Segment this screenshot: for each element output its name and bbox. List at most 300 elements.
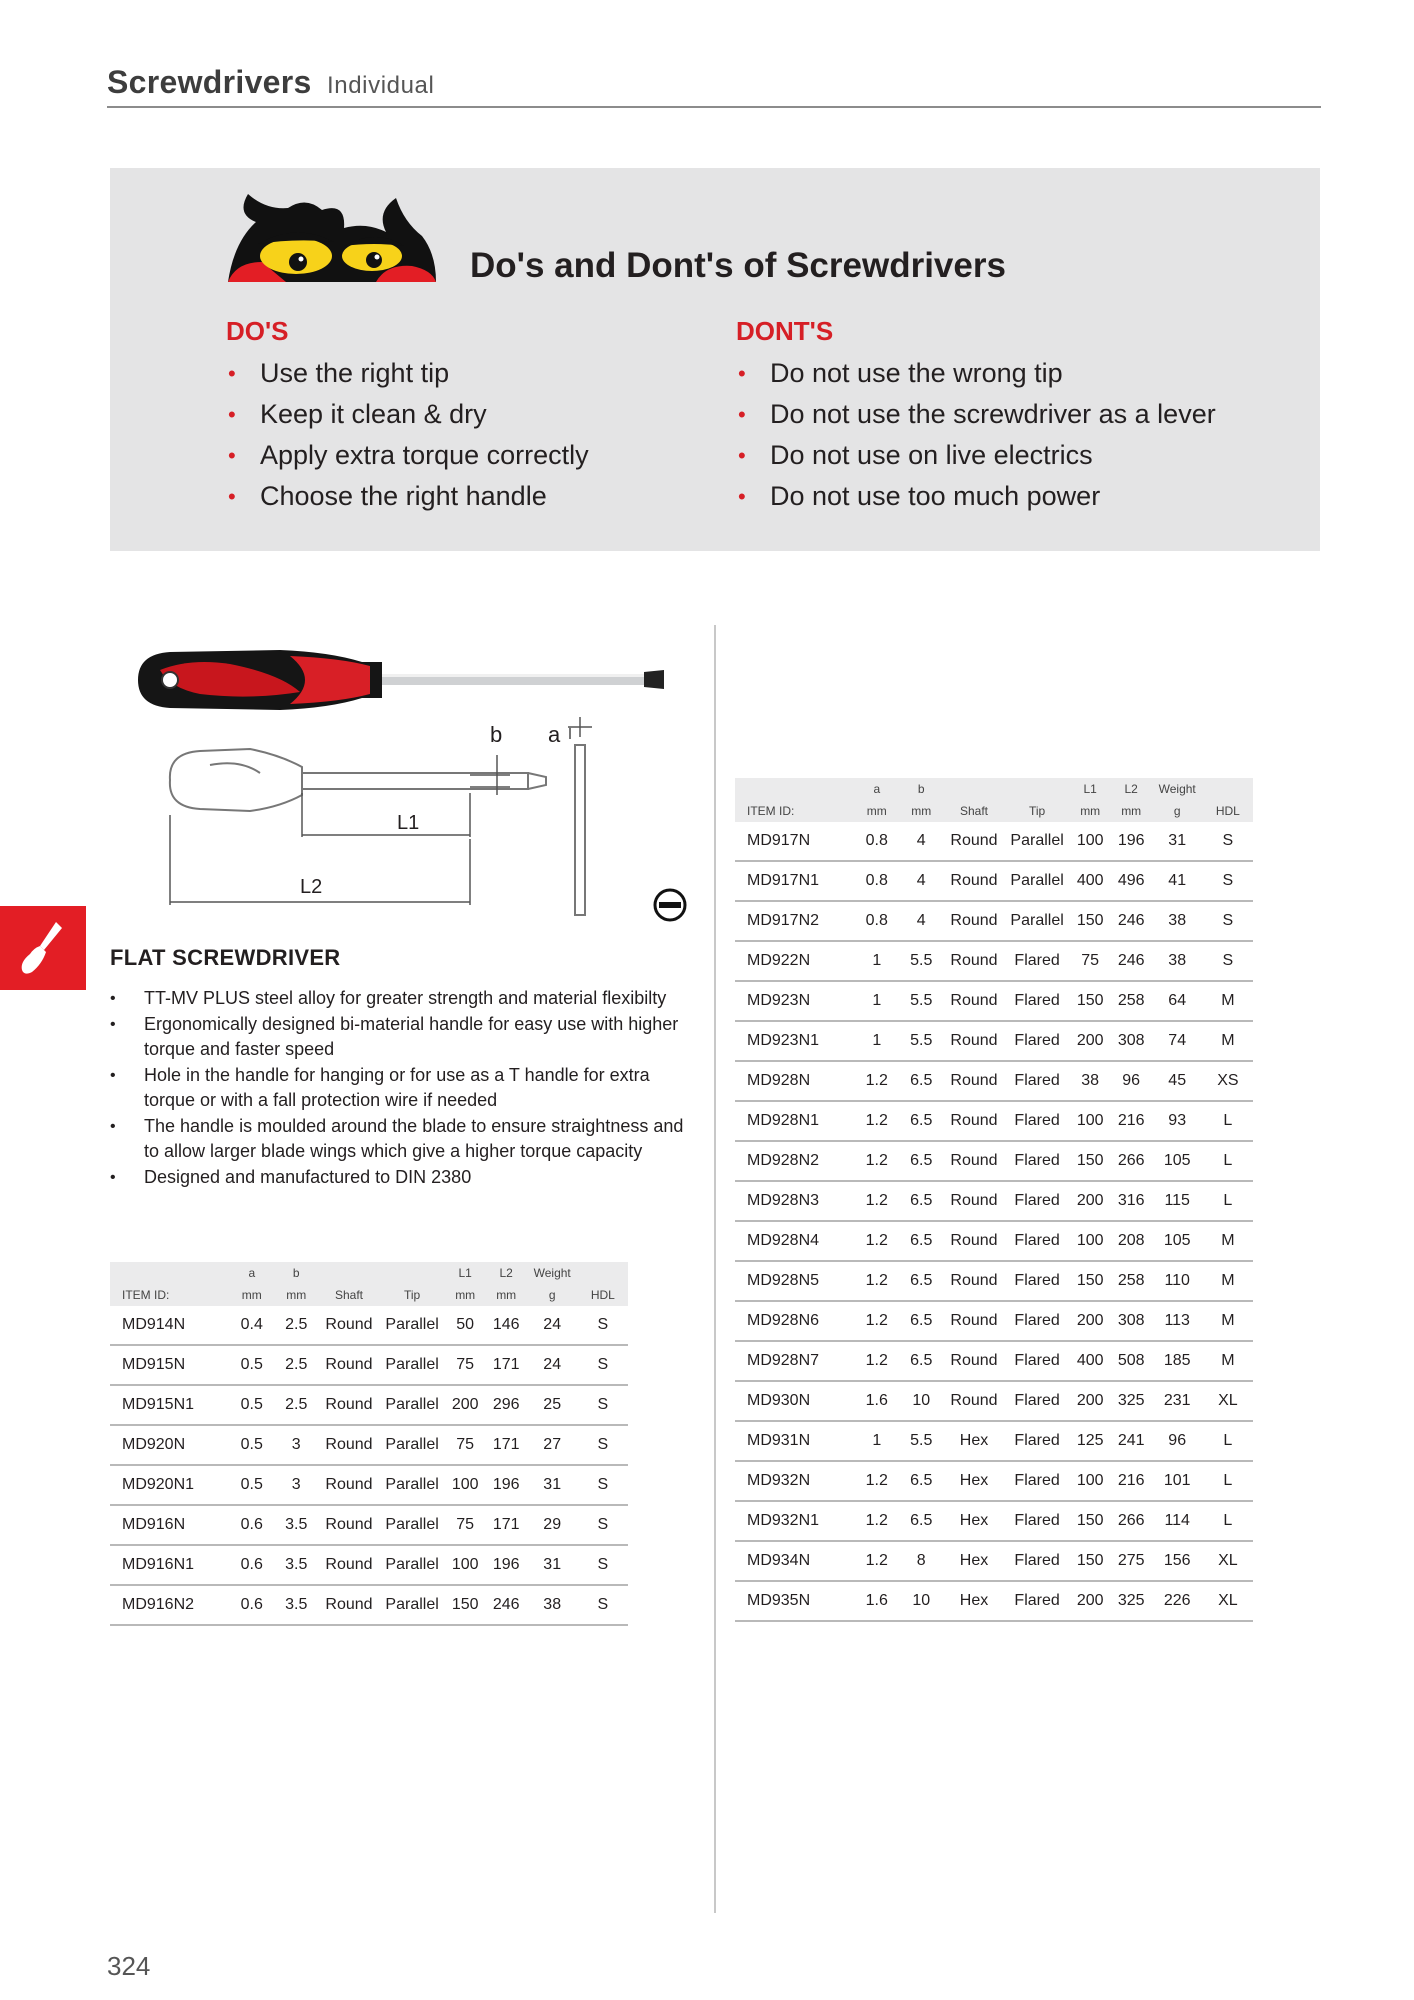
table-row (735, 1421, 1253, 1461)
table-cell: Round (318, 1545, 379, 1585)
table-cell: 146 (486, 1306, 527, 1345)
bullet-icon: • (110, 1015, 116, 1033)
bullet-icon: • (738, 402, 746, 427)
table-row (735, 1261, 1253, 1301)
page-title: Screwdrivers (107, 64, 312, 100)
table-cell: 1 (855, 1421, 899, 1461)
table-cell: Flared (1005, 1301, 1070, 1341)
table-cell: 75 (445, 1345, 486, 1385)
table-cell: Round (943, 1021, 1004, 1061)
table-row (735, 1581, 1253, 1621)
table-cell: S (578, 1345, 628, 1385)
table-cell: 185 (1152, 1341, 1203, 1381)
table-cell: Round (318, 1505, 379, 1545)
table-cell: 150 (445, 1585, 486, 1625)
dos-column (226, 316, 589, 517)
table-cell: Round (943, 1221, 1004, 1261)
bullet-icon: • (110, 1168, 116, 1186)
table-row (110, 1545, 628, 1585)
column-header: a mm (855, 778, 899, 822)
column-header: ITEM ID: (735, 778, 855, 822)
table-cell: Flared (1005, 941, 1070, 981)
table-cell: M (1203, 1021, 1253, 1061)
table-cell: Round (943, 1181, 1004, 1221)
item-id-cell: MD915N1 (110, 1385, 230, 1425)
dimension-diagram (150, 715, 710, 930)
table-cell: 196 (486, 1465, 527, 1505)
table-cell: M (1203, 1301, 1253, 1341)
table-cell: 1 (855, 981, 899, 1021)
table-cell: Round (318, 1465, 379, 1505)
table-cell: 38 (1152, 941, 1203, 981)
item-id-cell: MD934N (735, 1541, 855, 1581)
dos-item: • Apply extra torque correctly (226, 435, 589, 476)
table-cell: 150 (1070, 1261, 1111, 1301)
table-row (110, 1425, 628, 1465)
table-cell: 2.5 (274, 1306, 318, 1345)
table-row (735, 1461, 1253, 1501)
table-cell: 1.2 (855, 1501, 899, 1541)
item-id-cell: MD917N1 (735, 861, 855, 901)
table-row (110, 1306, 628, 1345)
table-row (735, 1221, 1253, 1261)
item-id-cell: MD928N2 (735, 1141, 855, 1181)
table-row (110, 1465, 628, 1505)
table-cell: 8 (899, 1541, 943, 1581)
column-header: L2 mm (486, 1262, 527, 1306)
table-cell: Flared (1005, 1581, 1070, 1621)
column-header: Weight g (527, 1262, 578, 1306)
table-cell: 0.8 (855, 861, 899, 901)
table-cell: 3 (274, 1465, 318, 1505)
table-cell: 200 (1070, 1021, 1111, 1061)
table-row (735, 1061, 1253, 1101)
table-cell: 508 (1111, 1341, 1152, 1381)
item-id-cell: MD935N (735, 1581, 855, 1621)
item-id-cell: MD923N1 (735, 1021, 855, 1061)
table-cell: 101 (1152, 1461, 1203, 1501)
table-cell: Flared (1005, 1261, 1070, 1301)
table-cell: 6.5 (899, 1061, 943, 1101)
table-cell: Round (318, 1385, 379, 1425)
table-row (735, 901, 1253, 941)
feature-item: • Designed and manufactured to DIN 2380 (110, 1165, 700, 1191)
column-header: Tip (380, 1262, 445, 1306)
table-cell: 171 (486, 1345, 527, 1385)
item-id-cell: MD928N1 (735, 1101, 855, 1141)
table-cell: 4 (899, 822, 943, 861)
table-cell: 31 (527, 1545, 578, 1585)
table-cell: 38 (1070, 1061, 1111, 1101)
table-cell: 0.5 (230, 1425, 274, 1465)
table-cell: 150 (1070, 981, 1111, 1021)
table-cell: 105 (1152, 1221, 1203, 1261)
table-row (735, 941, 1253, 981)
table-cell: 0.4 (230, 1306, 274, 1345)
table-cell: 200 (1070, 1181, 1111, 1221)
table-cell: Hex (943, 1581, 1004, 1621)
table-cell: L (1203, 1421, 1253, 1461)
item-id-cell: MD920N1 (110, 1465, 230, 1505)
table-cell: Flared (1005, 1341, 1070, 1381)
table-cell: 246 (486, 1585, 527, 1625)
page-header (107, 60, 1321, 108)
screwdriver-photo-icon (130, 640, 680, 720)
table-cell: XL (1203, 1381, 1253, 1421)
table-cell: 1 (855, 1021, 899, 1061)
table-cell: 96 (1111, 1061, 1152, 1101)
table-cell: 496 (1111, 861, 1152, 901)
table-row (735, 1541, 1253, 1581)
dos-item: • Choose the right handle (226, 476, 589, 517)
table-cell: 246 (1111, 941, 1152, 981)
table-cell: 296 (486, 1385, 527, 1425)
item-id-cell: MD928N5 (735, 1261, 855, 1301)
table-cell: S (578, 1306, 628, 1345)
table-cell: 150 (1070, 1501, 1111, 1541)
item-id-cell: MD916N1 (110, 1545, 230, 1585)
table-cell: 3.5 (274, 1585, 318, 1625)
table-cell: 150 (1070, 901, 1111, 941)
table-cell: 0.6 (230, 1585, 274, 1625)
feature-item: • The handle is moulded around the blade to ensure straightness and to allow larger blade wings which give a higher torque capacity (110, 1115, 684, 1161)
column-header: L1 mm (1070, 778, 1111, 822)
donts-list (736, 353, 1216, 517)
item-id-cell: MD928N (735, 1061, 855, 1101)
table-row (110, 1345, 628, 1385)
label-l2: L2 (300, 876, 323, 898)
spec-table-left (110, 1262, 628, 1626)
table-cell: 1.2 (855, 1141, 899, 1181)
table-cell: 5.5 (899, 1021, 943, 1061)
table-cell: 6.5 (899, 1501, 943, 1541)
table-cell: 100 (1070, 1101, 1111, 1141)
table-cell: 216 (1111, 1101, 1152, 1141)
bullet-icon: • (110, 1066, 116, 1084)
table-row (735, 1021, 1253, 1061)
table-row (735, 1141, 1253, 1181)
table-cell: 200 (445, 1385, 486, 1425)
table-cell: 6.5 (899, 1101, 943, 1141)
dos-title: DO'S (226, 316, 289, 346)
table-cell: 4 (899, 861, 943, 901)
table-cell: 150 (1070, 1141, 1111, 1181)
table-row (110, 1385, 628, 1425)
table-cell: 100 (1070, 1221, 1111, 1261)
table-cell: Hex (943, 1541, 1004, 1581)
table-cell: 105 (1152, 1141, 1203, 1181)
table-cell: 231 (1152, 1381, 1203, 1421)
feature-item: • TT-MV PLUS steel alloy for greater strength and material flexibilty (110, 986, 700, 1012)
table-cell: S (578, 1465, 628, 1505)
screwdriver-icon (20, 920, 66, 976)
table-cell: 10 (899, 1381, 943, 1421)
table-cell: Round (943, 1341, 1004, 1381)
table-cell: 3.5 (274, 1505, 318, 1545)
bullet-icon: • (110, 990, 116, 1007)
label-a: a (548, 722, 561, 747)
table-cell: Flared (1005, 1461, 1070, 1501)
table-cell: S (1203, 941, 1253, 981)
table-cell: 1.2 (855, 1341, 899, 1381)
bullet-icon: • (110, 1117, 116, 1135)
table-cell: Parallel (380, 1585, 445, 1625)
table-cell: Round (943, 1141, 1004, 1181)
table-cell: 1.2 (855, 1261, 899, 1301)
table-cell: Hex (943, 1461, 1004, 1501)
donts-column (736, 316, 1216, 517)
table-cell: 38 (527, 1585, 578, 1625)
table-cell: 6.5 (899, 1221, 943, 1261)
item-id-cell: MD928N7 (735, 1341, 855, 1381)
table-cell: Round (943, 1261, 1004, 1301)
column-header: L2 mm (1111, 778, 1152, 822)
dos-list (226, 353, 589, 517)
table-cell: 1.6 (855, 1581, 899, 1621)
table-cell: S (578, 1505, 628, 1545)
table-cell: 241 (1111, 1421, 1152, 1461)
table-cell: 96 (1152, 1421, 1203, 1461)
dos-item: • Use the right tip (226, 353, 589, 394)
table-row (735, 822, 1253, 861)
item-id-cell: MD914N (110, 1306, 230, 1345)
table-cell: 75 (445, 1425, 486, 1465)
item-id-cell: MD917N (735, 822, 855, 861)
item-id-cell: MD928N4 (735, 1221, 855, 1261)
table-cell: 0.8 (855, 901, 899, 941)
table-cell: 156 (1152, 1541, 1203, 1581)
item-id-cell: MD916N (110, 1505, 230, 1545)
table-cell: Round (943, 1061, 1004, 1101)
column-header: HDL (578, 1262, 628, 1306)
item-id-cell: MD915N (110, 1345, 230, 1385)
table-cell: 1.2 (855, 1541, 899, 1581)
table-cell: 115 (1152, 1181, 1203, 1221)
table-cell: 275 (1111, 1541, 1152, 1581)
table-cell: L (1203, 1501, 1253, 1541)
table-cell: 1.2 (855, 1221, 899, 1261)
table-cell: 31 (1152, 822, 1203, 861)
column-header: b mm (274, 1262, 318, 1306)
table-cell: Round (943, 1301, 1004, 1341)
table-header-row (735, 778, 1253, 822)
table-cell: L (1203, 1101, 1253, 1141)
table-cell: S (578, 1425, 628, 1465)
table-cell: 1.2 (855, 1461, 899, 1501)
table-cell: Round (318, 1345, 379, 1385)
table-cell: 45 (1152, 1061, 1203, 1101)
table-cell: 3 (274, 1425, 318, 1465)
table-cell: 171 (486, 1425, 527, 1465)
table-row (735, 861, 1253, 901)
table-cell: Parallel (380, 1425, 445, 1465)
table-cell: 258 (1111, 981, 1152, 1021)
table-cell: Flared (1005, 1101, 1070, 1141)
table-header-row (110, 1262, 628, 1306)
bullet-icon: • (738, 361, 746, 386)
table-cell: 5.5 (899, 941, 943, 981)
item-id-cell: MD917N2 (735, 901, 855, 941)
table-cell: 6.5 (899, 1341, 943, 1381)
table-cell: S (1203, 901, 1253, 941)
table-cell: 10 (899, 1581, 943, 1621)
page-subtitle: Individual (327, 72, 435, 99)
table-cell: Parallel (380, 1345, 445, 1385)
dos-item: • Keep it clean & dry (226, 394, 589, 435)
table-cell: 27 (527, 1425, 578, 1465)
table-cell: 400 (1070, 861, 1111, 901)
table-cell: 41 (1152, 861, 1203, 901)
table-cell: 200 (1070, 1381, 1111, 1421)
table-cell: S (578, 1545, 628, 1585)
category-tab (0, 906, 86, 990)
bullet-icon: • (228, 484, 236, 509)
table-cell: 110 (1152, 1261, 1203, 1301)
table-cell: 1 (855, 941, 899, 981)
table-row (735, 1181, 1253, 1221)
table-cell: 6.5 (899, 1261, 943, 1301)
table-row (735, 981, 1253, 1021)
table-cell: 0.8 (855, 822, 899, 861)
table-row (735, 1301, 1253, 1341)
table-cell: M (1203, 981, 1253, 1021)
table-cell: 93 (1152, 1101, 1203, 1141)
table-cell: Round (318, 1585, 379, 1625)
donts-item: • Do not use on live electrics (736, 435, 1216, 476)
item-id-cell: MD931N (735, 1421, 855, 1461)
item-id-cell: MD923N (735, 981, 855, 1021)
table-cell: 400 (1070, 1341, 1111, 1381)
table-cell: 100 (445, 1545, 486, 1585)
donts-item: • Do not use the screwdriver as a lever (736, 394, 1216, 435)
table-cell: 100 (1070, 822, 1111, 861)
donts-item: • Do not use too much power (736, 476, 1216, 517)
table-cell: XS (1203, 1061, 1253, 1101)
bullet-icon: • (228, 443, 236, 468)
table-cell: 6.5 (899, 1181, 943, 1221)
table-cell: Parallel (380, 1385, 445, 1425)
table-cell: 208 (1111, 1221, 1152, 1261)
table-cell: Flared (1005, 1221, 1070, 1261)
table-cell: Parallel (380, 1465, 445, 1505)
table-cell: 64 (1152, 981, 1203, 1021)
item-id-cell: MD932N (735, 1461, 855, 1501)
table-cell: 38 (1152, 901, 1203, 941)
table-cell: Round (943, 822, 1004, 861)
table-cell: Parallel (380, 1306, 445, 1345)
table-cell: 150 (1070, 1541, 1111, 1581)
table-cell: 1.2 (855, 1181, 899, 1221)
table-cell: XL (1203, 1581, 1253, 1621)
table-cell: 29 (527, 1505, 578, 1545)
table-cell: 113 (1152, 1301, 1203, 1341)
table-cell: 5.5 (899, 981, 943, 1021)
label-b: b (490, 722, 503, 747)
table-cell: M (1203, 1341, 1253, 1381)
table-cell: Flared (1005, 1021, 1070, 1061)
table-cell: 4 (899, 901, 943, 941)
column-header: Shaft (943, 778, 1004, 822)
table-cell: Round (943, 901, 1004, 941)
table-cell: M (1203, 1221, 1253, 1261)
table-cell: 100 (1070, 1461, 1111, 1501)
column-header: Shaft (318, 1262, 379, 1306)
column-header: Weight g (1152, 778, 1203, 822)
column-header: Tip (1005, 778, 1070, 822)
column-header: HDL (1203, 778, 1253, 822)
table-cell: 5.5 (899, 1421, 943, 1461)
column-header: a mm (230, 1262, 274, 1306)
bullet-icon: • (738, 484, 746, 509)
item-id-cell: MD922N (735, 941, 855, 981)
table-cell: Flared (1005, 1061, 1070, 1101)
table-cell: 196 (1111, 822, 1152, 861)
table-cell: 25 (527, 1385, 578, 1425)
table-cell: 0.5 (230, 1465, 274, 1505)
flat-tip-icon (655, 890, 685, 920)
product-title: FLAT SCREWDRIVER (110, 945, 341, 970)
table-cell: 0.5 (230, 1345, 274, 1385)
table-cell: 1.6 (855, 1381, 899, 1421)
table-cell: Flared (1005, 981, 1070, 1021)
table-cell: S (1203, 822, 1253, 861)
table-cell: 266 (1111, 1501, 1152, 1541)
table-cell: Round (943, 861, 1004, 901)
table-cell: 0.5 (230, 1385, 274, 1425)
table-cell: 1.2 (855, 1101, 899, 1141)
table-cell: Round (943, 981, 1004, 1021)
table-cell: 2.5 (274, 1385, 318, 1425)
table-cell: 196 (486, 1545, 527, 1585)
table-cell: 75 (445, 1505, 486, 1545)
table-cell: S (1203, 861, 1253, 901)
item-id-cell: MD932N1 (735, 1501, 855, 1541)
table-cell: Parallel (1005, 822, 1070, 861)
column-divider (714, 625, 716, 1913)
feature-item: • Ergonomically designed bi-material handle for easy use with higher torque and faster speed (110, 1013, 679, 1059)
table-cell: Round (943, 1381, 1004, 1421)
table-cell: 308 (1111, 1021, 1152, 1061)
page-number: 324 (107, 1951, 151, 1981)
table-cell: XL (1203, 1541, 1253, 1581)
table-cell: Flared (1005, 1381, 1070, 1421)
table-cell: 125 (1070, 1421, 1111, 1461)
table-cell: Flared (1005, 1501, 1070, 1541)
table-cell: L (1203, 1181, 1253, 1221)
table-cell: 200 (1070, 1581, 1111, 1621)
table-cell: 266 (1111, 1141, 1152, 1181)
table-cell: Hex (943, 1421, 1004, 1461)
table-row (110, 1505, 628, 1545)
column-header: ITEM ID: (110, 1262, 230, 1306)
table-cell: 308 (1111, 1301, 1152, 1341)
feature-list (110, 986, 700, 1190)
table-cell: 316 (1111, 1181, 1152, 1221)
item-id-cell: MD916N2 (110, 1585, 230, 1625)
donts-title: DONT'S (736, 316, 834, 346)
table-cell: 1.2 (855, 1061, 899, 1101)
table-cell: 6.5 (899, 1461, 943, 1501)
table-cell: 2.5 (274, 1345, 318, 1385)
table-cell: Parallel (1005, 861, 1070, 901)
table-cell: Hex (943, 1501, 1004, 1541)
table-cell: 1.2 (855, 1301, 899, 1341)
donts-item: • Do not use the wrong tip (736, 353, 1216, 394)
table-row (735, 1101, 1253, 1141)
table-cell: 171 (486, 1505, 527, 1545)
bullet-icon: • (228, 361, 236, 386)
table-cell: 114 (1152, 1501, 1203, 1541)
